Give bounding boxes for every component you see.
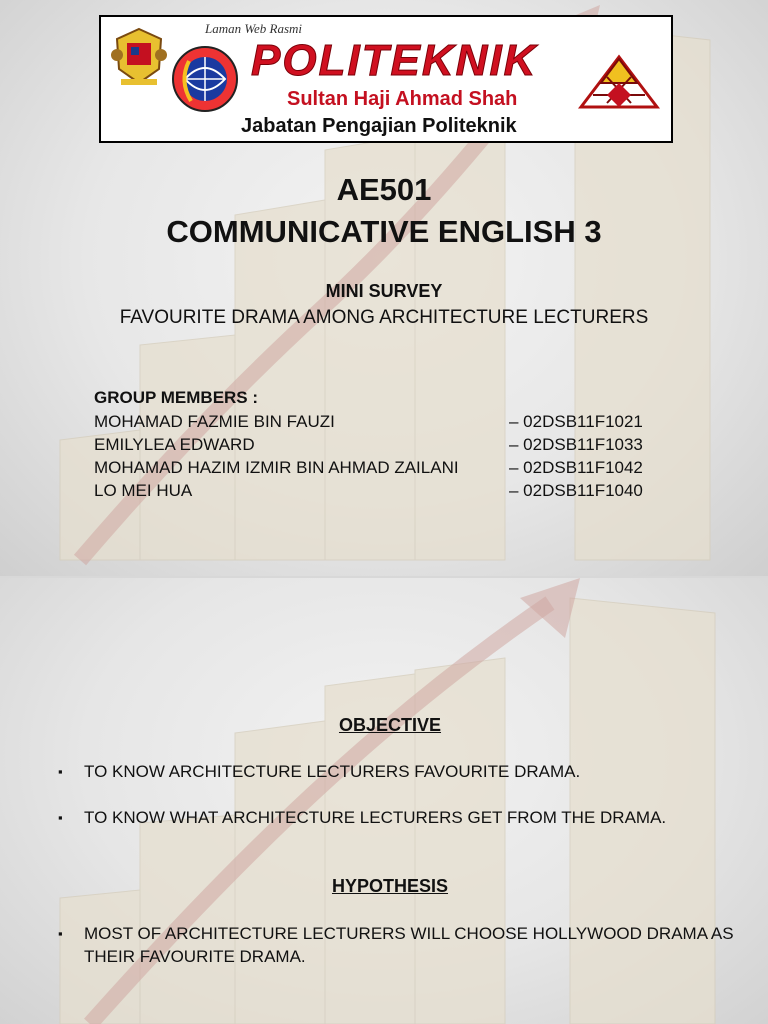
banner-polytechnic-name: POLITEKNIK: [251, 36, 538, 85]
member-name: LO MEI HUA: [94, 481, 193, 500]
member-name: MOHAMAD HAZIM IZMIR BIN AHMAD ZAILANI: [94, 458, 459, 477]
polytechnic-globe-icon: [169, 41, 241, 117]
member-row: [94, 435, 694, 458]
member-id: – 02DSB11F1021: [509, 412, 643, 431]
objective-text: TO KNOW ARCHITECTURE LECTURERS FAVOURITE DRAMA.: [84, 762, 581, 781]
member-name: MOHAMAD FAZMIE BIN FAUZI: [94, 412, 335, 431]
objective-heading: OBJECTIVE: [338, 715, 442, 735]
survey-label: MINI SURVEY: [325, 281, 443, 301]
member-row: [94, 458, 694, 481]
polytechnic-banner: [99, 15, 673, 143]
banner-department: Jabatan Pengajian Politeknik: [241, 115, 517, 137]
banner-subtitle: Sultan Haji Ahmad Shah: [287, 88, 518, 110]
member-name: EMILYLEA EDWARD: [94, 435, 255, 454]
member-id: – 02DSB11F1042: [509, 458, 643, 477]
coat-of-arms-icon: [109, 25, 169, 89]
bullet-icon: ▪: [58, 926, 63, 941]
architecture-dept-logo-icon: [571, 47, 667, 113]
slide-objective-hypothesis: [0, 578, 768, 1024]
member-row: [94, 481, 694, 504]
member-id: – 02DSB11F1033: [509, 435, 643, 454]
course-name: COMMUNICATIVE ENGLISH 3: [166, 214, 602, 249]
member-row: [94, 412, 694, 435]
banner-tagline: Laman Web Rasmi: [205, 21, 303, 36]
hypothesis-text: MOST OF ARCHITECTURE LECTURERS WILL CHOOSE HOLLYWOOD DRAMA AS THEIR FAVOURITE DRAMA.: [84, 924, 734, 966]
hypothesis-heading: HYPOTHESIS: [331, 876, 449, 896]
bullet-icon: ▪: [58, 810, 63, 825]
survey-topic: FAVOURITE DRAMA AMONG ARCHITECTURE LECTURERS: [119, 307, 649, 328]
objective-text: TO KNOW WHAT ARCHITECTURE LECTURERS GET FROM THE DRAMA.: [84, 808, 667, 827]
group-members-heading: GROUP MEMBERS :: [94, 388, 259, 407]
group-members-list: [94, 412, 694, 504]
member-id: – 02DSB11F1040: [509, 481, 643, 500]
bullet-icon: ▪: [58, 764, 63, 779]
course-code: AE501: [336, 172, 432, 207]
